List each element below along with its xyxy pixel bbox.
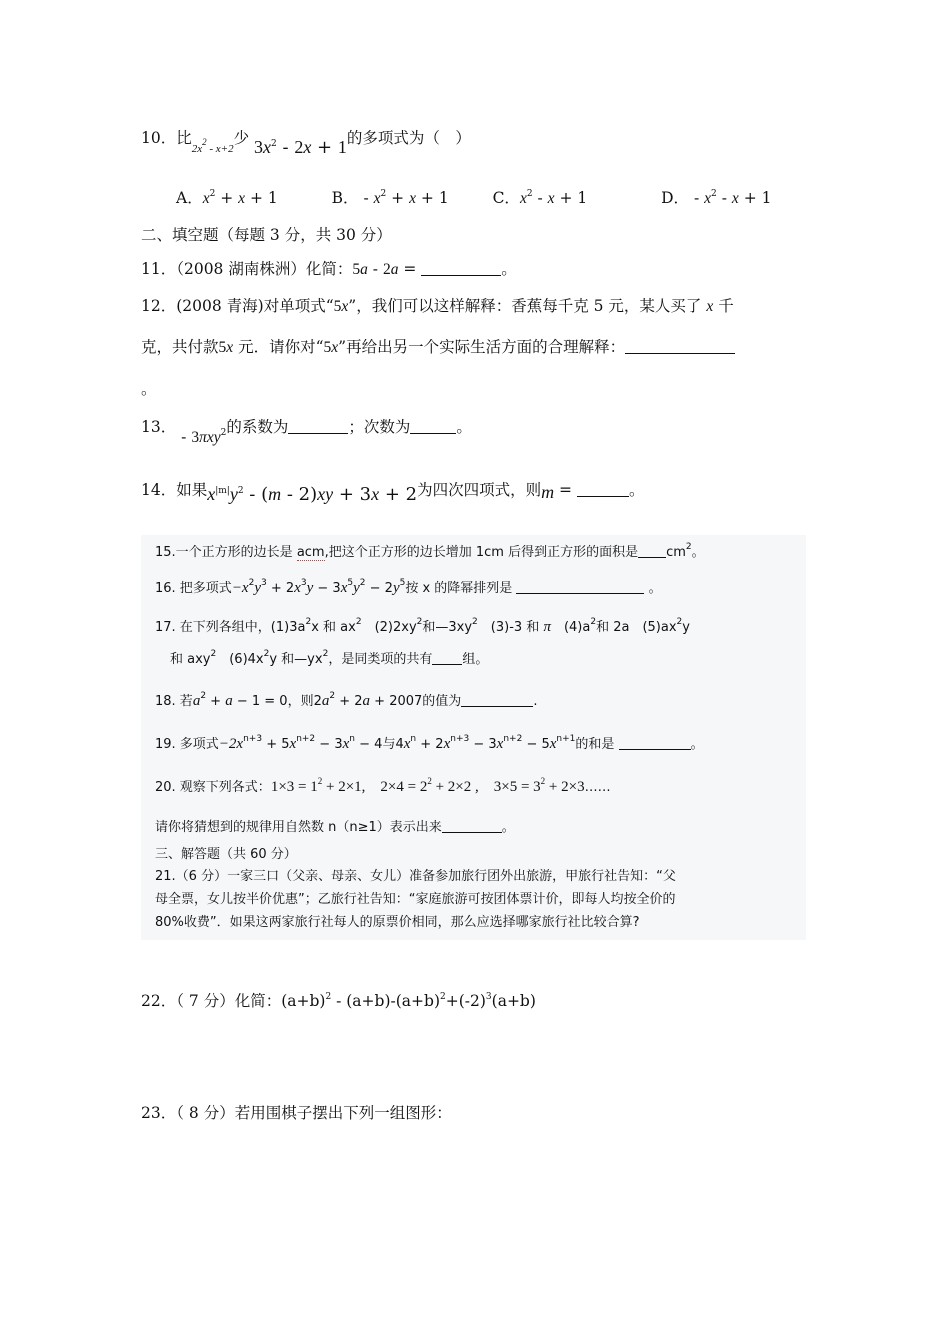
question-15: 15.一个正方形的边长是 acm,把这个正方形的边长增加 1cm 后得到正方形的面积是 $cm^2$。: [155, 542, 705, 560]
answer-blank[interactable]: [619, 735, 691, 750]
question-12-end: 。: [141, 380, 157, 398]
answer-blank[interactable]: [638, 543, 666, 558]
answer-blank[interactable]: [410, 419, 456, 434]
question-10-options: [176, 187, 771, 210]
math-expr: - 3πxy$^2$: [176, 428, 227, 446]
option-b[interactable]: B． - $x^2 + x + 1$: [331, 189, 449, 207]
answer-blank[interactable]: [432, 650, 462, 665]
question-11: 11．（2008 湖南株洲）化简：5a - 2a = 。: [141, 260, 517, 278]
math-expr: 2x2 - x+2: [191, 137, 234, 155]
question-23: 23．（ 8 分）若用围棋子摆出下列一组图形：: [141, 1104, 452, 1122]
question-13: 13． - 3πxy$^2$的系数为 ；次数为 。: [141, 418, 472, 446]
answer-blank[interactable]: [421, 261, 501, 276]
question-12-line2: 克，共付款5x 元．请你对“5x”再给出另一个实际生活方面的合理解释：: [141, 336, 735, 359]
answer-blank[interactable]: [625, 339, 735, 354]
math-expr: $3x^2 - 2x + 1$: [254, 137, 347, 158]
question-21-line2: 母全票，女儿按半价优惠”；乙旅行社告知：“家庭旅游可按团体票计价，即每人均按全价的: [155, 892, 676, 907]
option-d[interactable]: D． - $x^2 - x + 1$: [661, 189, 772, 207]
question-20-line2: 请你将猜想到的规律用自然数 n（n≥1）表示出来 。: [155, 820, 515, 835]
question-20: 20. 观察下列各式：$1\times 3 = 1^2 + 2\times 1$, $2\times 4 = 2^2 + 2\times 2$ , $3\times 5 = 3^2$ + 2×3……: [155, 776, 611, 795]
question-18: 18. 若$a^2 + a - 1 = 0$，则$2a^2 + 2a + 2007$的值为 .: [155, 691, 538, 709]
question-14: 14．如果$x^{|m|}y^2 - (m - 2)xy + 3x + 2$为四次四项式，则m = 。: [141, 481, 645, 505]
option-a[interactable]: A．$x^2 + x + 1$: [176, 189, 278, 207]
answer-blank[interactable]: [577, 482, 629, 497]
question-12: 12．(2008 青海)对单项式“5x”，我们可以这样解释：香蕉每千克 5 元，某人买了 x 千: [141, 297, 734, 315]
math-expr: $x^{|m|}y^2 - (m - 2)xy + 3x + 2$: [207, 484, 418, 505]
question-22: 22．（ 7 分）化简：$(a+b)^2 - (a+b)-(a+b)^2+(-2)^3(a+b)$: [141, 992, 536, 1010]
question-21-line3: 80%收费”．如果这两家旅行社每人的原票价相同，那么应选择哪家旅行社比较合算?: [155, 915, 640, 930]
answer-blank[interactable]: [516, 579, 644, 594]
section-heading-solve: 三、解答题（共 60 分）: [155, 847, 297, 862]
question-10: 10．比$_{2x^2 - x+2}$少 $3x^2 - 2x + 1$的多项式为（ ）: [141, 129, 471, 158]
question-17: 17. 在下列各组中，$(1)3a^2x$ 和 $ax^2$ $(2)2xy^2$和$—3xy^2$ (3)-3 和 π $(4)a^2$和 2a $(5)ax^2y$: [155, 617, 690, 635]
question-19: 19. 多项式$-2x^{n+3} + 5x^{n+2} - 3x^n - 4$与$4x^n + 2x^{n+3} - 3x^{n+2} - 5x^{n+1}$的和是 。: [155, 734, 704, 752]
answer-blank[interactable]: [461, 692, 533, 707]
question-21-line1: 21.（6 分）一家三口（父亲、母亲、女儿）准备参加旅行团外出旅游，甲旅行社告知：“父: [155, 869, 676, 884]
option-c[interactable]: C．$x^2 - x + 1$: [492, 189, 588, 207]
question-17-line2: 和 axy$^2$ $(6)4x^2y$ 和$—yx^2$，是同类项的共有 组。: [170, 649, 489, 667]
answer-blank[interactable]: [442, 818, 502, 833]
question-16: 16. 把多项式$-x^2y^3 + 2x^3y - 3x^5y^2 - 2y^5$按 x 的降幂排列是 。: [155, 578, 662, 596]
section-heading-fill-blank: 二、填空题（每题 3 分，共 30 分）: [141, 226, 392, 244]
answer-blank[interactable]: [288, 419, 348, 434]
